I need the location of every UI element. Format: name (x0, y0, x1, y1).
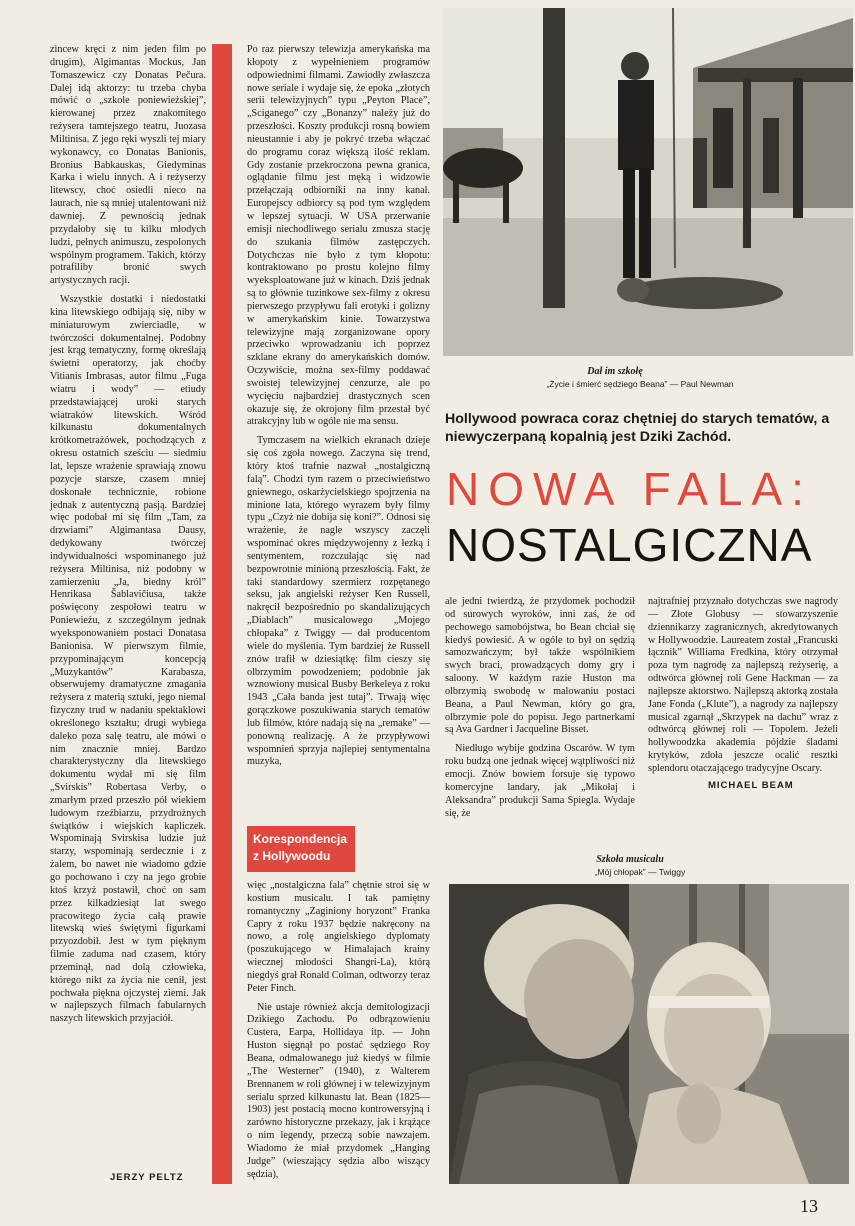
western-scene-illustration (443, 8, 853, 356)
photo2-caption-subtitle: „Mój chłopak” — Twiggy (594, 867, 686, 877)
article-column-3 (247, 880, 430, 1180)
article-column-4 (445, 596, 635, 819)
musical-photo (449, 884, 849, 1184)
paragraph: więc „nostalgiczna fala” chętnie stroi się w kostium musicalu. I tak pamiętny romantyczny „Zaginiony horyzont” Franka Capry z roku 1937 będzie nakręcony na nowo, a rolę angielskiego dyplomaty (poszukującego w Himalajach krainy wiecznej młodości Shangri-La), którą niegdyś grał Ronald Colman, odtworzy teraz Peter Finch. (247, 880, 430, 994)
article-column-2 (247, 44, 430, 774)
author-byline-beam: MICHAEL BEAM (708, 780, 794, 791)
section-label-line2: z Hollywoodu (253, 848, 331, 863)
page-number: 13 (800, 1196, 818, 1216)
article-column-5 (648, 596, 838, 786)
musical-scene-illustration (449, 884, 849, 1184)
section-label-box (247, 826, 355, 872)
paragraph: Wszystkie dostatki i niedostatki kina litewskiego odbijają się, niby w miniaturowym zwierciadle, w twórczości dokumentalnej. Podobny jest krąg tematyczny, formę określają świetni operatorzy, jak choćby Vitianis Imbrasas, autor filmu „Fuga wiatru i wody” — etiudy przedstawiającej uroki starych wiatraków litewskich. Wśród kilkunastu dokumentalnych krótkometrażówek, pochodzących z okresu ostatnich sześciu — siedmiu lat, lepsze wrażenie sprawiają znowu pozycje starsze, czasem mniej doskonałe technicznie, robione jednak z autentyczną pasją. Bardziej więc podobał mi się film „Tam, za drzwiami” Algimantasa Dausy, dedykowany twórczej indywidualności wspominanego już reżysera Miltinisa, niż podobny w zamierzeniu „Ja, biedny król” Henrikasa Šablavičiusa, także poświęcony zespołowi teatru w Poniewieżu, z szczególnym jednak wyeksponowaniem postaci Donatasa Banionisa. W pierwszym filmie, przypominającym koncepcją „Muzykantów” Karabasza, obserwujemy dramatyczne zmagania reżysera z materią sztuki, jego niemal fizyczny trud w nadaniu spektaklowi określonego kształtu; drugi wybiega daleko poza salę teatru, ale mówi o nim znacznie mniej. Bardzo charakterystyczny dla litewskiego dokumentu wydał mi się film „Svirskis” Robertasa Verby, o zmarłym przed przeszło pół wiekiem ludowym rzeźbiarzu, przydrożnych świątków i wiejskich kapliczek. Wspominają Svirskisa ludzie już starzy, wspominają serdecznie i z żalem, bo nawet nie wiadomo gdzie go pochowano i czy na jego grobie ktoś krzyż postawił, choć on sam przez kilkadziesiąt lat swego pracowitego życia całą prawie litewską wieś świętymi figurkami przyozdobił. Jest w tym pięknym filmie zaduma nad czasem, który przeminął, nad dolą człowieka, którego nikt za życia nie cenił, jest pochwała piękna ojczystej ziemi. Jak w najlepszych filmach fabularnych naszych litewskich przyjaciół. (50, 294, 206, 1025)
headline-line2: NOSTALGICZNA (446, 519, 813, 571)
headline-line1: NOWA FALA: (446, 463, 813, 515)
paragraph: Niedługo wybije godzina Oscarów. W tym roku budzą one jednak więcej wątpliwości niż emocji. Znów bowiem forsuje się typowo komercyjne landary, jak „Mikołaj i Aleksandra” produkcji Sama Spiegla. Wydaje się, że (445, 743, 635, 819)
paragraph: najtrafniej przyznało dotychczas swe nagrody — Złote Globusy — stowarzyszenie dziennikarzy zagranicznych, akredytowanych w Hollywoodzie. Laureatem został „Francuski łącznik” Williama Fredkina, który otrzymał poza tym nagrodę za najlepszą reżyserię, a odtwórca głównej roli Gene Hackman — za najlepsze aktorstwo. Najlepszą aktorką została Jane Fonda („Klute”), a nagrody za najlepszy musical zgarnął „Skrzypek na dachu” wraz z odtwórcą głównej roli — Topolem. Jeżeli hollywoodzka akademia pójdzie śladami krytyków, zdoła jeszcze ocalić resztki splendoru otaczającego tradycyjne Oscary. (648, 596, 838, 774)
paragraph: Nie ustaje również akcja demitologizacji Dzikiego Zachodu. Po odbrązowieniu Custera, Earpa, Hollidaya itp. — John Huston sięgnął po postać sędziego Roy Beana, odmalowanego już kiedyś w filmie „The Westerner” (1940), z Walterem Brennanem w roli głównej i w telewizyjnym serialu sprzed kilkunastu lat. Bean (1825—1903) jest postacią mocno kontrowersyjną i zarówno historyczne przekazy, jak i krążące o nim legendy, przeczą sobie nawzajem. Wiadomo że miał przydomek „Hanging Judge” (wieszający sędzia albo wiszący sędzia), (247, 1001, 430, 1180)
section-label-line1: Korespondencja (253, 832, 348, 846)
article-lead: Hollywood powraca coraz chętniej do starych tematów, a niewyczerpaną kopalnią jest Dziki Zachód. (445, 411, 830, 446)
article-column-1 (50, 44, 206, 1164)
paragraph: Po raz pierwszy telewizja amerykańska ma kłopoty z wypełnieniem programów odpowiednimi filmami. Zawiodły zwłaszcza nowe seriale i wydaje się, że epoka „złotych serii telewizyjnych” typu „Peyton Place”, „Sciganego” czy „Bonanzy” należy już do przeszłości. Koszty produkcji rosną bowiem nieustannie i aby je pokryć trzeba włączać do programu coraz większą ilość reklam. Gdy zostanie przekroczona pewna granica, oglądanie filmu jest męką i widzowie przełączają odbiorniki na inny kanał. Europejscy odbiorcy są pod tym względem w lepszej sytuacji. W USA przerwanie emisji niechodliwego serialu zmusza stację do szukania filmów zastępczych. Dotychczas nie było z tym kłopotu: kontraktowano po prostu kolejno filmy wyeksploatowane już w kinach. Dziś jednak są to głównie tuzinkowe sex-filmy z okresu pierwszego przypływu fali erotyki i golizny w amerykańskim kinie. Towarzystwa telewizyjne mają zorganizowane opory przeciwko wprowadzaniu ich poprzez szklane ekrany do amerykańskich domów. Oczywiście, można sex-filmy poddawać swoistej telewizyjnej cenzurze, ale po wycięciu najbardziej drastycznych scen okazuje się, że okrojony film przestał być atrakcyjny lub w ogóle nie ma sensu. (247, 44, 430, 428)
paragraph: ale jedni twierdzą, że przydomek pochodził od surowych wyroków, inni zaś, że od pechowego samobójstwa, bo Bean chciał się kiedyś powiesić. A w ogóle to był on sędzią samozwańczym; był także wspólnikiem swych braci, prowadzących domy gry i saloony. W każdym razie Huston ma olbrzymią swobodę w malowaniu postaci Beana, a Paul Newman, który go gra, olbrzymie pole do popisu. Jego partnerkami są Ava Gardner i Jacqueline Bisset. (445, 596, 635, 736)
paragraph: zincew kręci z nim jeden film po drugim), Algimantas Mockus, Jan Tomaszewicz czy Donatas Pečura. Dalej idą aktorzy: tu trzeba chyba mówić o „szkole poniewieżskiej”, kierowanej przez znakomitego reżysera tamtejszego teatru, Juozasa Miltinisa. Z jego ręki wyszli tej miary wykonawcy, co Donatas Banionis, Bronius Babkauskas, Giedyminas Karka i wielu innych. A i reżyserzy litewscy, choć osiedli nieco na laurach, nie są mniej utalentowani niż dawniej. Z pewnością jednak przydałoby się tu kilku młodych ludzi, pełnych animuszu, zespolonych wspólnym programem. Takich, którzy potrafiliby bronić swych artystycznych racji. (50, 44, 206, 287)
paragraph: Tymczasem na wielkich ekranach dzieje się coś zgoła nowego. Zaczyna się trend, który ktoś trafnie nazwał „nostalgiczną falą”. Chodzi tym razem o przeciwieństwo gniewnego, oskarżycielskiego spojrzenia na minione lata, którego wyrazem były filmy typu „Czyż nie dobija się koni?”. Odnosi się wrażenie, że nagle wszyscy zaczęli wspominać okres międzywojenny z łezką i sentymentem, rozczulając się nad bezpowrotnie minioną przeszłością. Fakt, że taki standardowy szermierz rozpętanego seksu, jak angielski reżyser Ken Russell, nakręcił bezpośrednio po skandalizujących „Diablach” musicalowego „Mojego chłopaka” z Twiggy — dał producentom wiele do myślenia. Tym bardziej że Russell znów trafił w dziesiątkę: film cieszy się olbrzymim powodzeniem; podobnie jak wznowiony musical Busby Berkeleya z roku 1943 „Cała banda jest tutaj”. Trwają więc gorączkowe poszukiwania starych tematów lub filmów, które nadają się na „remake” — ponowną realizację. A że przypływowi wspomnień sprzyja najlepiej sentymentalna muzyka, (247, 435, 430, 768)
photo1-caption-title: Dał im szkołę (587, 366, 643, 377)
photo2-caption-title: Szkoła musicalu (596, 854, 664, 865)
red-divider-bar (212, 44, 232, 1184)
author-byline-peltz: JERZY PELTZ (110, 1172, 184, 1183)
photo1-caption-subtitle: „Życie i śmierć sędziego Beana” — Paul Newman (546, 379, 734, 389)
western-photo (443, 8, 853, 356)
